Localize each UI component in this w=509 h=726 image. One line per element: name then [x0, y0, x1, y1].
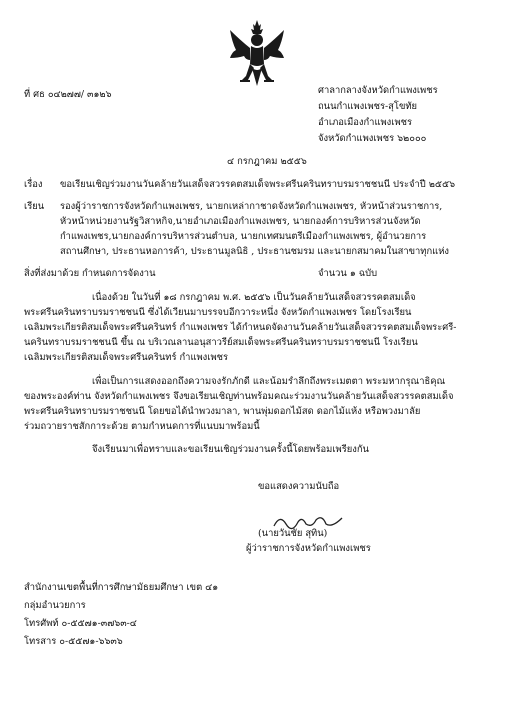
- signer-name: (นายวันชัย สุทิน): [258, 528, 328, 539]
- recipient-line: กำแพงเพชร,นายกองค์การบริหารส่วนตำบล, นายกเทศมนตรีเมืองกำแพงเพชร, ผู้อำนวยการ: [60, 231, 427, 242]
- footer-office: สำนักงานเขตพื้นที่การศึกษามัธยมศึกษา เขต ๔๑: [24, 582, 219, 593]
- enclosure-quantity: จำนวน ๑ ฉบับ: [318, 268, 378, 279]
- body-paragraph-line: เฉลิมพระเกียรติสมเด็จพระศรีนครินทร์ กำแพงเพชร: [24, 352, 229, 363]
- body-paragraph-line: เฉลิมพระเกียรติสมเด็จพระศรีนครินทร์ กำแพงเพชร ได้กำหนดจัดงานวันคล้ายวันเสด็จสวรรคตสมเด็จพระศรี-: [24, 322, 457, 333]
- document-reference-number: ที่ ศธ ๐๔๒๗๗/ ๓๑๒๖: [24, 89, 112, 100]
- signature-regards: ขอแสดงความนับถือ: [258, 481, 340, 492]
- body-paragraph-line: นครินทราบรมราชชนนี ขึ้น ณ บริเวณลานอนุสาวรีย์สมเด็จพระศรีนครินทราบรมราชชนนี โรงเรียน: [24, 337, 418, 348]
- body-paragraph-line: พระศรีนครินทราบรมราชชนนี ซึ่งได้เวียนมาบรรจบอีกวาระหนึ่ง จังหวัดกำแพงเพชร โดยโรงเรียน: [24, 307, 412, 318]
- footer-group: กลุ่มอำนวยการ: [24, 600, 86, 611]
- sender-address-line: ถนนกำแพงเพชร-สุโขทัย: [318, 101, 418, 112]
- subject-label: เรื่อง: [24, 179, 43, 190]
- footer-fax: โทรสาร ๐-๕๕๗๑-๖๖๓๖: [24, 636, 123, 647]
- recipient-line: หัวหน้าหน่วยงานรัฐวิสาหกิจ,นายอำเภอเมืองกำแพงเพชร, นายกองค์การบริหารส่วนจังหวัด: [60, 216, 421, 227]
- recipient-line: รองผู้ว่าราชการจังหวัดกำแพงเพชร, นายกเหล่ากาชาดจังหวัดกำแพงเพชร, หัวหน้าส่วนราชการ,: [60, 201, 443, 212]
- body-paragraph-line: ของพระองค์ท่าน จังหวัดกำแพงเพชร จึงขอเรียนเชิญท่านพร้อมคณะร่วมงานวันคล้ายวันเสด็จสวรรคตสมเด็จ: [24, 391, 454, 402]
- body-paragraph-line: พระศรีนครินทราบรมราชชนนี โดยขอได้นำพวงมาลา, พานพุ่มดอกไม้สด ดอกไม้แห้ง หรือพวงมาลัย: [24, 406, 421, 417]
- sender-address-line: ศาลากลางจังหวัดกำแพงเพชร: [318, 85, 438, 96]
- signer-title: ผู้ว่าราชการจังหวัดกำแพงเพชร: [246, 543, 371, 554]
- sender-address-line: จังหวัดกำแพงเพชร ๖๒๐๐๐: [318, 133, 427, 144]
- recipient-label: เรียน: [24, 201, 45, 212]
- enclosure-text: สิ่งที่ส่งมาด้วย กำหนดการจัดงาน: [24, 268, 156, 279]
- subject-text: ขอเรียนเชิญร่วมงานวันคล้ายวันเสด็จสวรรคตสมเด็จพระศรีนครินทราบรมราชชนนี ประจำปี ๒๕๕๖: [60, 179, 456, 190]
- footer-phone: โทรศัพท์ ๐-๕๕๗๑-๓๗๖๓-๔: [24, 618, 137, 629]
- sender-address-line: อำเภอเมืองกำแพงเพชร: [318, 117, 413, 128]
- closing-sentence: จึงเรียนมาเพื่อทราบและขอเรียนเชิญร่วมงานครั้งนี้โดยพร้อมเพรียงกัน: [92, 444, 369, 455]
- recipient-line: สถานศึกษา, ประธานหอการค้า, ประธานมูลนิธิ , ประธานชมรม และนายกสมาคมในสาขาทุกแห่ง: [60, 246, 449, 257]
- body-paragraph-line: เพื่อเป็นการแสดงออกถึงความจงรักภักดี และน้อมรำลึกถึงพระเมตตา พระมหากรุณาธิคุณ: [92, 376, 446, 387]
- body-paragraph-line: เนื่องด้วย ในวันที่ ๑๘ กรกฎาคม พ.ศ. ๒๕๕๖ เป็นวันคล้ายวันเสด็จสวรรคตสมเด็จ: [92, 292, 416, 303]
- document-date: ๔ กรกฎาคม ๒๕๕๖: [227, 156, 307, 167]
- garuda-emblem-icon: [228, 20, 286, 92]
- body-paragraph-line: ร่วมถวายราชสักการะด้วย ตามกำหนดการที่แนบมาพร้อมนี้: [24, 421, 260, 432]
